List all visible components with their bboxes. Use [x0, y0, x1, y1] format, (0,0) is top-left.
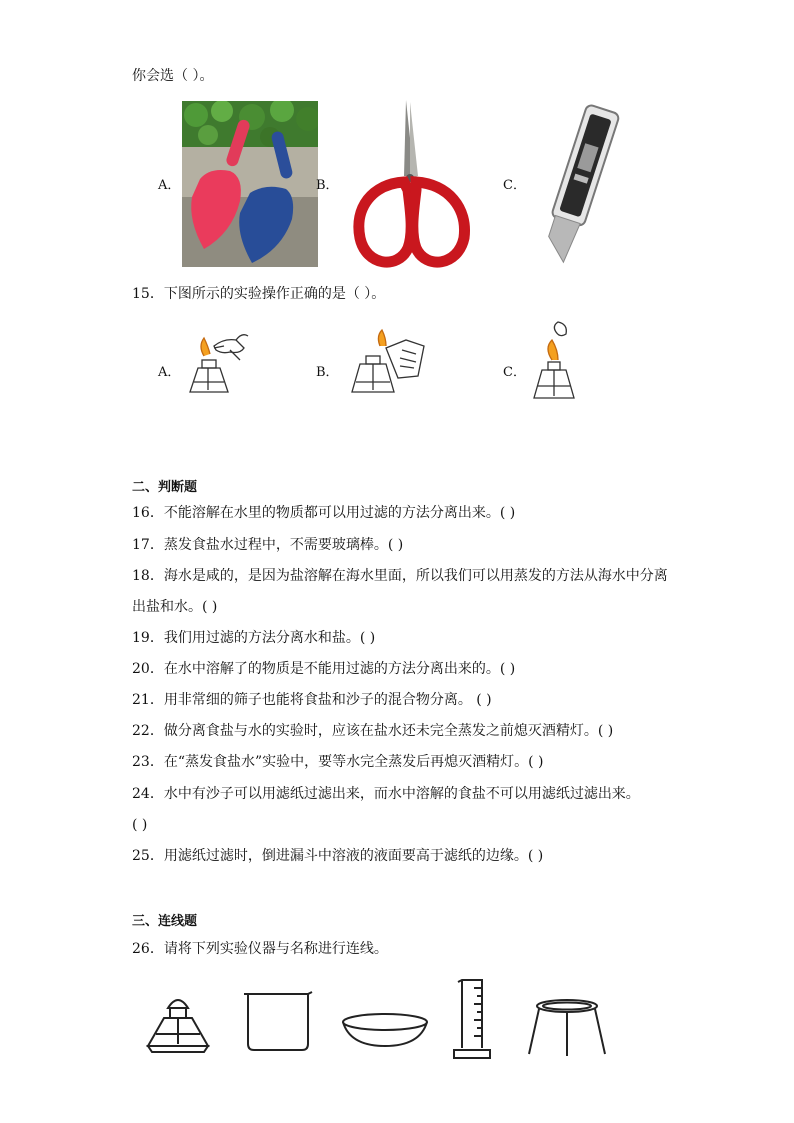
beaker-icon — [242, 990, 314, 1052]
scissors-icon — [352, 98, 472, 270]
evaporating-dish-icon — [340, 1010, 430, 1050]
question-23: 23．在“蒸发食盐水”实验中，要等水完全蒸发后再熄灭酒精灯。( ) — [132, 754, 544, 770]
question-16: 16．不能溶解在水里的物质都可以用过滤的方法分离出来。( ) — [132, 505, 516, 521]
question-17: 17．蒸发食盐水过程中，不需要玻璃棒。( ) — [132, 537, 404, 553]
q15-option-b-label: B． — [316, 365, 339, 380]
question-20: 20．在水中溶解了的物质是不能用过滤的方法分离出来的。( ) — [132, 661, 516, 677]
question-21: 21．用非常细的筛子也能将食盐和沙子的混合物分离。 ( ) — [132, 692, 492, 708]
question-22: 22．做分离食盐与水的实验时，应该在盐水还未完全蒸发之前熄灭酒精灯。( ) — [132, 723, 614, 739]
garden-shovels-icon — [182, 101, 318, 267]
question-25: 25．用滤纸过滤时，倒进漏斗中溶液的液面要高于滤纸的边缘。( ) — [132, 848, 544, 864]
question-26: 26．请将下列实验仪器与名称进行连线。 — [132, 941, 388, 957]
tripod-stand-icon — [525, 994, 609, 1058]
question-18-continued: 出盐和水。( ) — [132, 599, 218, 615]
q15-option-a-label: A． — [158, 365, 181, 380]
q14-tail-text: 你会选（ ）。 — [132, 68, 214, 84]
section-title-matching: 三、连线题 — [132, 914, 198, 929]
question-19: 19．我们用过滤的方法分离水和盐。( ) — [132, 630, 376, 646]
lighting-lamp-from-another-lamp-icon — [346, 326, 430, 406]
question-18: 18．海水是咸的，是因为盐溶解在海水里面，所以我们可以用蒸发的方法从海水中分离 — [132, 568, 668, 584]
question-24: 24．水中有沙子可以用滤纸过滤出来，而水中溶解的食盐不可以用滤纸过滤出来。 — [132, 786, 640, 802]
q14-option-a-label: A． — [158, 178, 181, 193]
capping-alcohol-lamp-icon — [530, 320, 580, 408]
utility-knife-icon — [526, 103, 630, 267]
q14-option-b-label: B． — [316, 178, 339, 193]
q15-option-c-label: C． — [503, 365, 526, 380]
section-title-true-false: 二、判断题 — [132, 480, 198, 495]
q15-question-text: 15．下图所示的实验操作正确的是（ ）。 — [132, 286, 386, 302]
question-24-continued: ( ) — [132, 817, 148, 833]
blowing-out-alcohol-lamp-icon — [184, 320, 254, 410]
alcohol-lamp-icon — [142, 990, 214, 1054]
measuring-cylinder-icon — [452, 978, 492, 1060]
q14-option-c-label: C． — [503, 178, 526, 193]
